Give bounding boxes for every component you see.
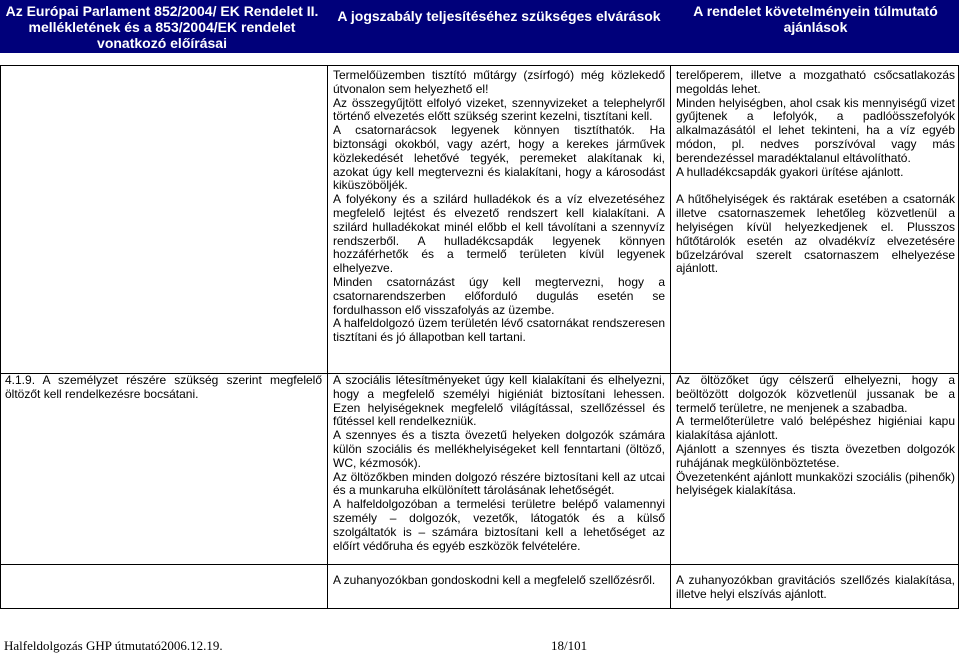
row1-col2-social [333,374,665,553]
header-col1: Az Európai Parlament 852/2004/ EK Rendelet II. mellékletének és a 853/2004/EK rendelet vonatkozó előírásai [5,3,319,51]
row1-col1 [5,374,322,402]
paragraph: A zuhanyozókban gravitációs szellőzés kialakítása, illetve helyi elszívás ajánlott. [676,573,955,601]
header-col2: A jogszabály teljesítéséhez szükséges elvárások [337,8,661,24]
footer-title: Halfeldolgozás GHP útmutató2006.12.19. [4,638,223,653]
paragraph: A halfeldolgozóban a termelési területre belépő valamennyi személy – dolgozók, vezetők, látogatók és a külső szolgáltatók is – számára biztosítani kell a lehetőséget az előírt védőruha és egyéb eszközök felvételére. [333,497,665,553]
paragraph: A termelőterületre való belépéshez higiéniai kapu kialakítása ajánlott. [676,414,955,443]
requirement-text: 4.1.9. A személyzet részére szükség szerint megfelelő öltözőt kell rendelkezésre bocsátani. [5,373,322,401]
column-divider [0,65,1,608]
paragraph: Az öltözőket úgy célszerű elhelyezni, hogy a beöltözött dolgozók közvetlenül jussanak be a termelő területre, ne menjenek a szabadba. [676,373,955,415]
paragraph: A szennyes és a tiszta övezetű helyeken dolgozók számára külön szociális és mellékhelyiségeket kell fenntartani (öltöző, WC, kézmosók). [333,428,665,470]
paragraph: Övezetenként ajánlott munkaközi szociális (pihenők) helyiségek kialakítása. [676,469,955,498]
page-number: 18/101 [551,638,588,653]
row2-col2 [333,574,665,588]
paragraph: Ajánlott a szennyes és tiszta övezetben dolgozók ruhájának megkülönböztetése. [676,441,955,470]
paragraph: A hulladékcsapdák gyakori ürítése ajánlott. [676,164,904,179]
column-divider [670,65,671,608]
row-divider [0,564,959,565]
table-header [0,0,959,53]
paragraph: Minden helyiségben, ahol csak kis mennyiségű vizet gyűjtenek a lefolyók, a padlóösszefolyók alkalmazásától el lehet tekinteni, ha a víz egyéb módon, pl. nedves porszívóval vagy más berendezéssel maradéktalanul eltávolítható. [676,95,955,165]
paragraph: A folyékony és a szilárd hulladékok és a víz elvezetéséhez megfelelő lejtést és elvezető rendszert kell kialakítani. A szilárd hulladékokat minél előbb el kell távolítani a szennyvíz rendszerből. A hulladékcsapdák legyenek könnyen hozzáférhetők és a termelő területen kívül legyenek elhelyezve. [333,192,665,276]
column-divider [327,65,328,608]
row2-col3 [676,574,955,602]
header-col3: A rendelet követelményein túlmutató ajánlások [693,3,938,35]
row1-col3 [676,69,955,276]
paragraph: A csatornarácsok legyenek könnyen tisztíthatók. Ha biztonsági okokból, vagy azért, hogy a kerekes járművek közlekedését lehetővé tegyék, peremeket alakítanak ki, azokat úgy kell megtervezni és kialakítani, hogy a károsodást kiküszöböljék. [333,123,665,193]
paragraph: Termelőüzemben tisztító műtárgy (zsírfogó) még közlekedő útvonalon sem helyezhető el! [333,68,665,96]
paragraph: A halfeldolgozó üzem területén lévő csatornákat rendszeresen tisztítani és jó állapotban kell tartani. [333,316,665,345]
paragraph: terelőperem, illetve a mozgatható csőcsatlakozás megoldás lehet. [676,68,955,96]
paragraph: Az összegyűjtött elfolyó vizeket, szennyvizeket a telephelyről történő elvezetés előtt szükség szerint kezelni, tisztítani kell. [333,95,665,124]
row1-col2 [333,69,665,345]
table-border-top [0,65,959,66]
paragraph: A zuhanyozókban gondoskodni kell a megfelelő szellőzésről. [333,573,656,587]
paragraph: Minden csatornázást úgy kell megtervezni, hogy a csatornarendszerben előforduló dugulás esetén se fordulhasson elő visszafolyás az üzembe. [333,274,665,317]
table-border-bottom [0,608,959,609]
row1-col3-social [676,374,955,498]
paragraph: Az öltözőkben minden dolgozó részére biztosítani kell az utcai és a munkaruha elkülönített tárolásának lehetőségét. [333,469,665,498]
paragraph: A hűtőhelyiségek és raktárak esetében a csatornák illetve csatornaszemek lehetőleg közvetlenül a helyiségen kívül helyezkedjenek el. Plusszos hűtőtárolók esetén az olvadékvíz elvezetésére bűzelzáróval szerelt csatornaszem elhelyezése ajánlott. [676,192,955,276]
paragraph: A szociális létesítményeket úgy kell kialakítani és elhelyezni, hogy a megfelelő személyi higiéniát biztosítani lehessen. Ezen helyiségeknek megfelelő világítással, szellőzéssel és fűtéssel kell rendelkezniük. [333,373,665,429]
